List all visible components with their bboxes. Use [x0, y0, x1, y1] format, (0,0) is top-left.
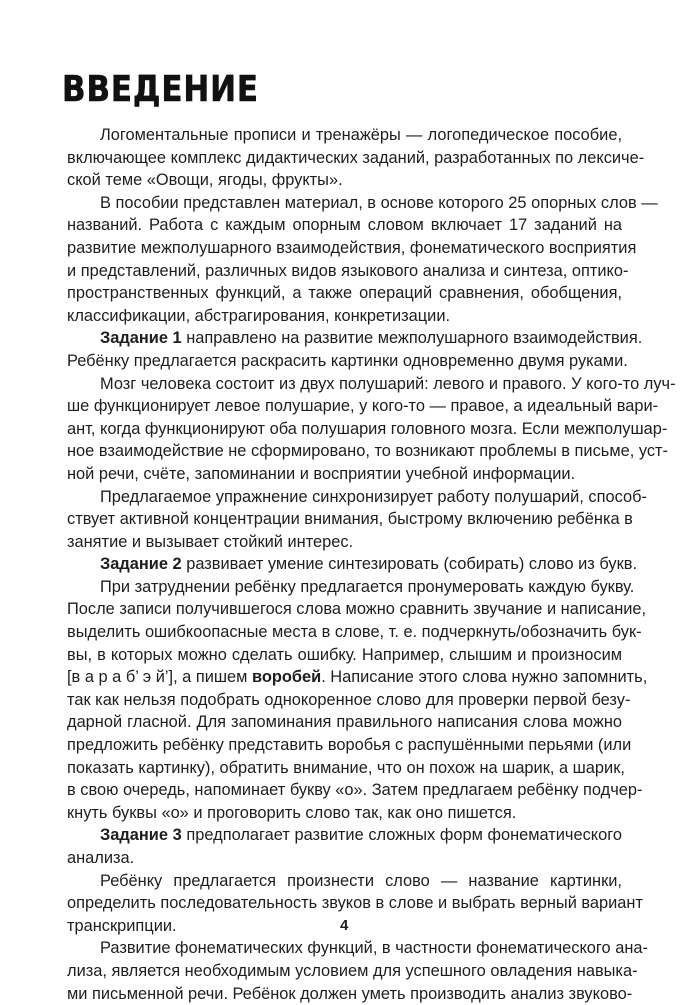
text-run: дарной гласной. Для запоминания правильного написания слова можно: [67, 713, 622, 732]
text-run: После записи получившегося слова можно сравнить звучание и написание,: [67, 600, 647, 619]
text-line: [67, 576, 635, 599]
text-line: [67, 711, 622, 734]
text-run: предложить ребёнку представить воробья с распушёнными перьями (или: [67, 736, 632, 755]
text-line: [67, 892, 643, 915]
text-run: кнуть буквы «о» и проговорить слово так, как оно пишется.: [67, 803, 517, 822]
bold-term: воробей: [251, 668, 322, 687]
text-line: [67, 169, 622, 192]
text-line: [67, 282, 622, 305]
text-line: [67, 757, 625, 780]
text-run: Предлагаемое упражнение синхронизирует работу полушарий, способ-: [100, 487, 647, 506]
text-run: ное взаимодействие не сформировано, то возникают проблемы в письме, уст-: [67, 442, 668, 461]
text-line: [67, 214, 622, 237]
text-run: определить последовательность звуков в слове и выбрать верный вариант: [67, 894, 643, 913]
text-line: [67, 689, 631, 712]
text-run: направлено на развитие межполушарного взаимодействия.: [181, 329, 643, 348]
text-line: [67, 531, 622, 554]
text-run: . Написание этого слова нужно запомнить,: [321, 668, 648, 687]
text-run: анализа.: [67, 849, 135, 867]
text-run: Логоментальные прописи и тренажёры — логопедическое пособие,: [100, 126, 622, 144]
text-line: [67, 644, 622, 667]
text-line: [67, 802, 622, 825]
text-line: [67, 734, 632, 757]
text-line: [67, 373, 676, 396]
text-run: вы, в которых можно сделать ошибку. Например, слышим и произносим: [67, 645, 622, 664]
text-line: [67, 418, 668, 441]
text-run: При затруднении ребёнку предлагается пронумеровать каждую букву.: [100, 577, 635, 596]
text-line: [67, 553, 638, 576]
bold-term: Задание 3: [100, 826, 182, 845]
text-line: [67, 192, 658, 215]
text-line: [67, 237, 637, 260]
text-run: выделить ошибкоопасные места в слове, т. е. подчеркнуть/обозначить бук-: [67, 623, 642, 642]
text-line: [67, 327, 643, 350]
text-run: ной речи, счёте, запоминании и восприятии учебной информации.: [67, 464, 576, 483]
text-run: развивает умение синтезировать (собирать) слово из букв.: [181, 555, 638, 574]
text-line: [67, 508, 633, 531]
text-run: ми письменной речи. Ребёнок должен уметь производить анализ звуково-: [67, 984, 633, 1003]
text-line: [67, 463, 622, 486]
text-run: занятие и вызывает стойкий интерес.: [67, 532, 354, 551]
text-line: [67, 824, 622, 847]
text-run: Мозг человека состоит из двух полушарий: левого и правого. У кого-то луч-: [100, 374, 676, 393]
text-run: Ребёнку предлагается произнести слово — название картинки,: [100, 871, 622, 890]
text-run: так как нельзя подобрать однокоренное слово для проверки первой безу-: [67, 690, 631, 709]
text-line: [67, 937, 648, 960]
text-run: классификации, абстрагирования, конкретизации.: [67, 306, 451, 325]
text-run: [в а р а б’ э й’], а пишем: [67, 668, 252, 687]
page-number: 4: [340, 917, 349, 934]
text-line: [67, 847, 622, 870]
text-run: пространственных функций, а также операций сравнения, обобщения,: [67, 284, 622, 303]
page-title: ВВЕДЕНИЕ: [62, 69, 259, 110]
text-run: транскрипции.: [67, 916, 177, 935]
text-run: в свою очередь, напоминает букву «о». Затем предлагаем ребёнку подчер-: [67, 781, 643, 800]
text-run: ант, когда функционируют оба полушария головного мозга. Если межполушар-: [67, 419, 668, 438]
text-run: В пособии представлен материал, в основе которого 25 опорных слов —: [100, 193, 658, 212]
text-run: ской теме «Овощи, ягоды, фрукты».: [67, 171, 343, 190]
text-run: развитие межполушарного взаимодействия, фонематического восприятия: [67, 238, 637, 257]
text-line: [67, 395, 659, 418]
text-line: [67, 983, 633, 1005]
text-line: [67, 260, 629, 283]
text-line: [67, 305, 622, 328]
text-run: лиза, является необходимым условием для успешного овладения навыка-: [67, 961, 638, 980]
text-line: [67, 486, 647, 509]
text-line: [67, 147, 645, 170]
text-run: Ребёнку предлагается раскрасить картинки одновременно двумя руками.: [67, 351, 628, 370]
text-run: показать картинку), обратить внимание, что он похож на шарик, а шарик,: [67, 758, 625, 777]
bold-term: Задание 1: [100, 329, 182, 348]
text-line: [67, 350, 628, 373]
text-run: и представлений, различных видов языкового анализа и синтеза, оптико-: [67, 261, 629, 280]
text-run: включающее комплекс дидактических заданий, разработанных по лексиче-: [67, 148, 645, 167]
text-line: [67, 598, 647, 621]
text-line: [67, 621, 642, 644]
text-line: [67, 666, 648, 689]
text-line: [67, 779, 643, 802]
text-run: предполагает развитие сложных форм фонематического: [181, 826, 622, 845]
text-run: ствует активной концентрации внимания, быстрому включению ребёнка в: [67, 510, 633, 529]
text-line: [67, 440, 668, 463]
text-run: ше функционирует левое полушарие, у кого-то — правое, а идеальный вари-: [67, 397, 659, 416]
body-text: [67, 124, 676, 1005]
text-line: [67, 960, 638, 983]
text-line: [67, 124, 622, 147]
text-run: названий. Работа с каждым опорным словом включает 17 заданий на: [67, 216, 622, 235]
text-line: [67, 870, 622, 893]
bold-term: Задание 2: [100, 555, 182, 574]
text-run: Развитие фонематических функций, в частности фонематического ана-: [100, 939, 648, 958]
